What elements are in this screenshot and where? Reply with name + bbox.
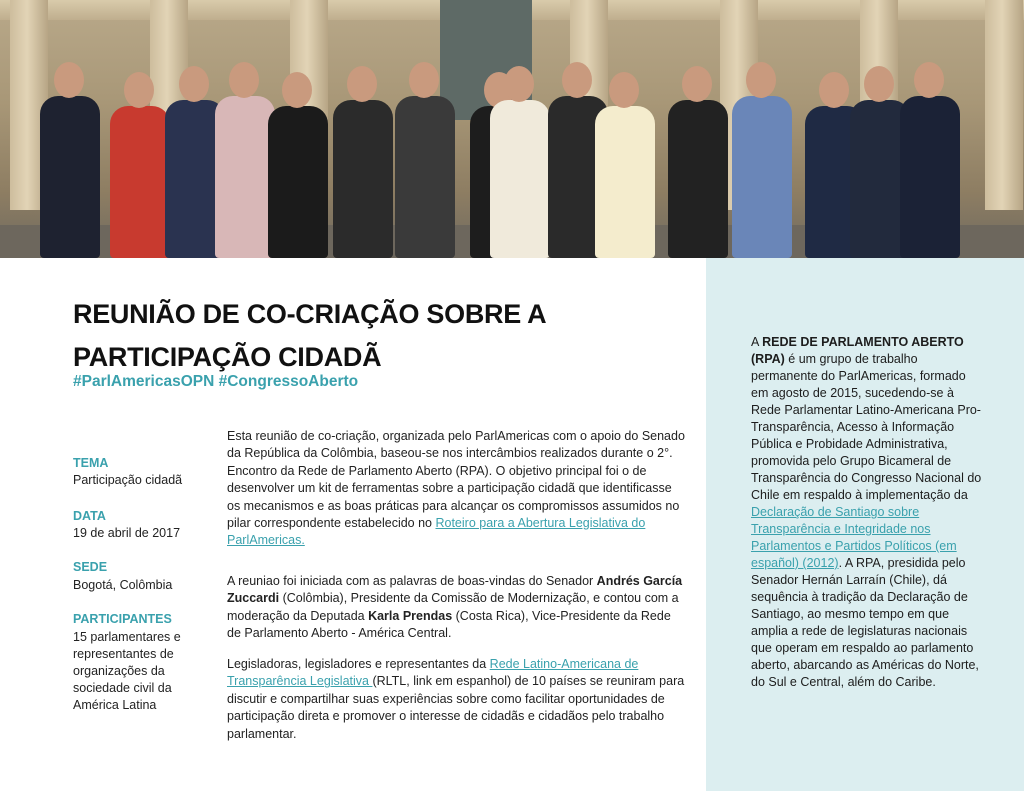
- person-body: [668, 100, 728, 258]
- participantes-label: PARTICIPANTES: [73, 612, 172, 626]
- tema-label: TEMA: [73, 456, 109, 470]
- person-head: [819, 72, 849, 108]
- person-head: [914, 62, 944, 98]
- roteiro-link[interactable]: Roteiro para a Abertura Legislativa do ParlAmericas.: [227, 516, 646, 548]
- person-head: [229, 62, 259, 98]
- sidebar-rpa-description: A REDE DE PARLAMENTO ABERTO (RPA) é um grupo de trabalho permanente do ParlAmericas, formado em agosto de 2015, sucedendo-se à Rede Parlamentar Latino-Americana Pro-Transparência, Acesso à Informação Pública e Probidade Administrativa, promovida pelo Grupo Bicameral de Transparência do Congresso Nacional do Chile em respaldo à implementação da Declaração de Santiago sobre Transparência e Integridade nos Parlamentos e Partidos Políticos (em español) (2012). A RPA, presidida pelo Senador Hernán Larraín (Chile), dá sequência à tradição da Declaração de Santiago, ao mesmo tempo em que amplia a rede de legislaturas nacionais que operam em respaldo ao parlamento aberto, abarcando as Américas do Norte, do Sul e Central, além do Caribe.: [751, 335, 982, 689]
- paragraph-opening: A reuniao foi iniciada com as palavras de boas-vindas do Senador Andrés García Zuccardi (Colômbia), Presidente da Comissão de Modernização, e contou com a moderação da Deputada Karla Prendas (Costa Rica), Vice-Presidente da Rede de Parlamento Aberto - América Central.: [227, 574, 683, 641]
- person-body: [215, 96, 275, 258]
- person-head: [562, 62, 592, 98]
- person-body: [333, 100, 393, 258]
- declaracao-santiago-link[interactable]: Declaração de Santiago sobre Transparência e Integridade nos Parlamentos e Partidos Políticos (em español) (2012): [751, 505, 957, 570]
- hashtags: #ParlAmericasOPN #CongressoAberto: [73, 373, 359, 390]
- person-head: [409, 62, 439, 98]
- data-label: DATA: [73, 509, 106, 523]
- person-head: [54, 62, 84, 98]
- person-body: [900, 96, 960, 258]
- person-head: [864, 66, 894, 102]
- person-body: [490, 100, 550, 258]
- data-value: 19 de abril de 2017: [73, 526, 181, 540]
- person-body: [268, 106, 328, 258]
- paragraph-participants: Legisladoras, legisladores e representantes da Rede Latino-Americana de Transparência Legislativa (RLTL, link em espanhol) de 10 países se reuniram para discutir e compartilhar suas experiências sobre como facilitar oportunidades de participação direta e promover o interesse de cidadãs e cidadãos pelo trabalho parlamentar.: [227, 657, 685, 741]
- sede-label: SEDE: [73, 560, 108, 574]
- person-head: [347, 66, 377, 102]
- rltl-link[interactable]: Rede Latino-Americana de Transparência Legislativa: [227, 657, 639, 689]
- header-group-photo: [0, 0, 1024, 258]
- participantes-value: 15 parlamentares e representantes de organizações da sociedade civil da América Latina: [73, 630, 181, 712]
- person-body: [110, 106, 170, 258]
- sede-value: Bogotá, Colômbia: [73, 578, 173, 592]
- page-title: REUNIÃO DE CO-CRIAÇÃO SOBRE A PARTICIPAÇÃO CIDADÃ: [73, 299, 546, 372]
- person-body: [595, 106, 655, 258]
- paragraph-intro: Esta reunião de co-criação, organizada pelo ParlAmericas com o apoio do Senado da República da Colômbia, baseou-se nos intercâmbios realizados durante o 2°. Encontro da Rede de Parlamento Aberto (RPA). O objetivo principal foi o de desenvolver um kit de ferramentas sobre a participação cidadã que identificasse os mecanismos e as boas práticas para alcançar os compromissos assumidos no pilar correspondente estabelecido no Roteiro para a Abertura Legislativa do ParlAmericas.: [227, 429, 685, 548]
- person-head: [282, 72, 312, 108]
- person-head: [682, 66, 712, 102]
- person-head: [746, 62, 776, 98]
- building-column: [985, 0, 1023, 210]
- tema-value: Participação cidadã: [73, 473, 183, 487]
- person-head: [609, 72, 639, 108]
- person-body: [395, 96, 455, 258]
- person-body: [40, 96, 100, 258]
- person-head: [124, 72, 154, 108]
- person-head: [504, 66, 534, 102]
- person-head: [179, 66, 209, 102]
- person-body: [732, 96, 792, 258]
